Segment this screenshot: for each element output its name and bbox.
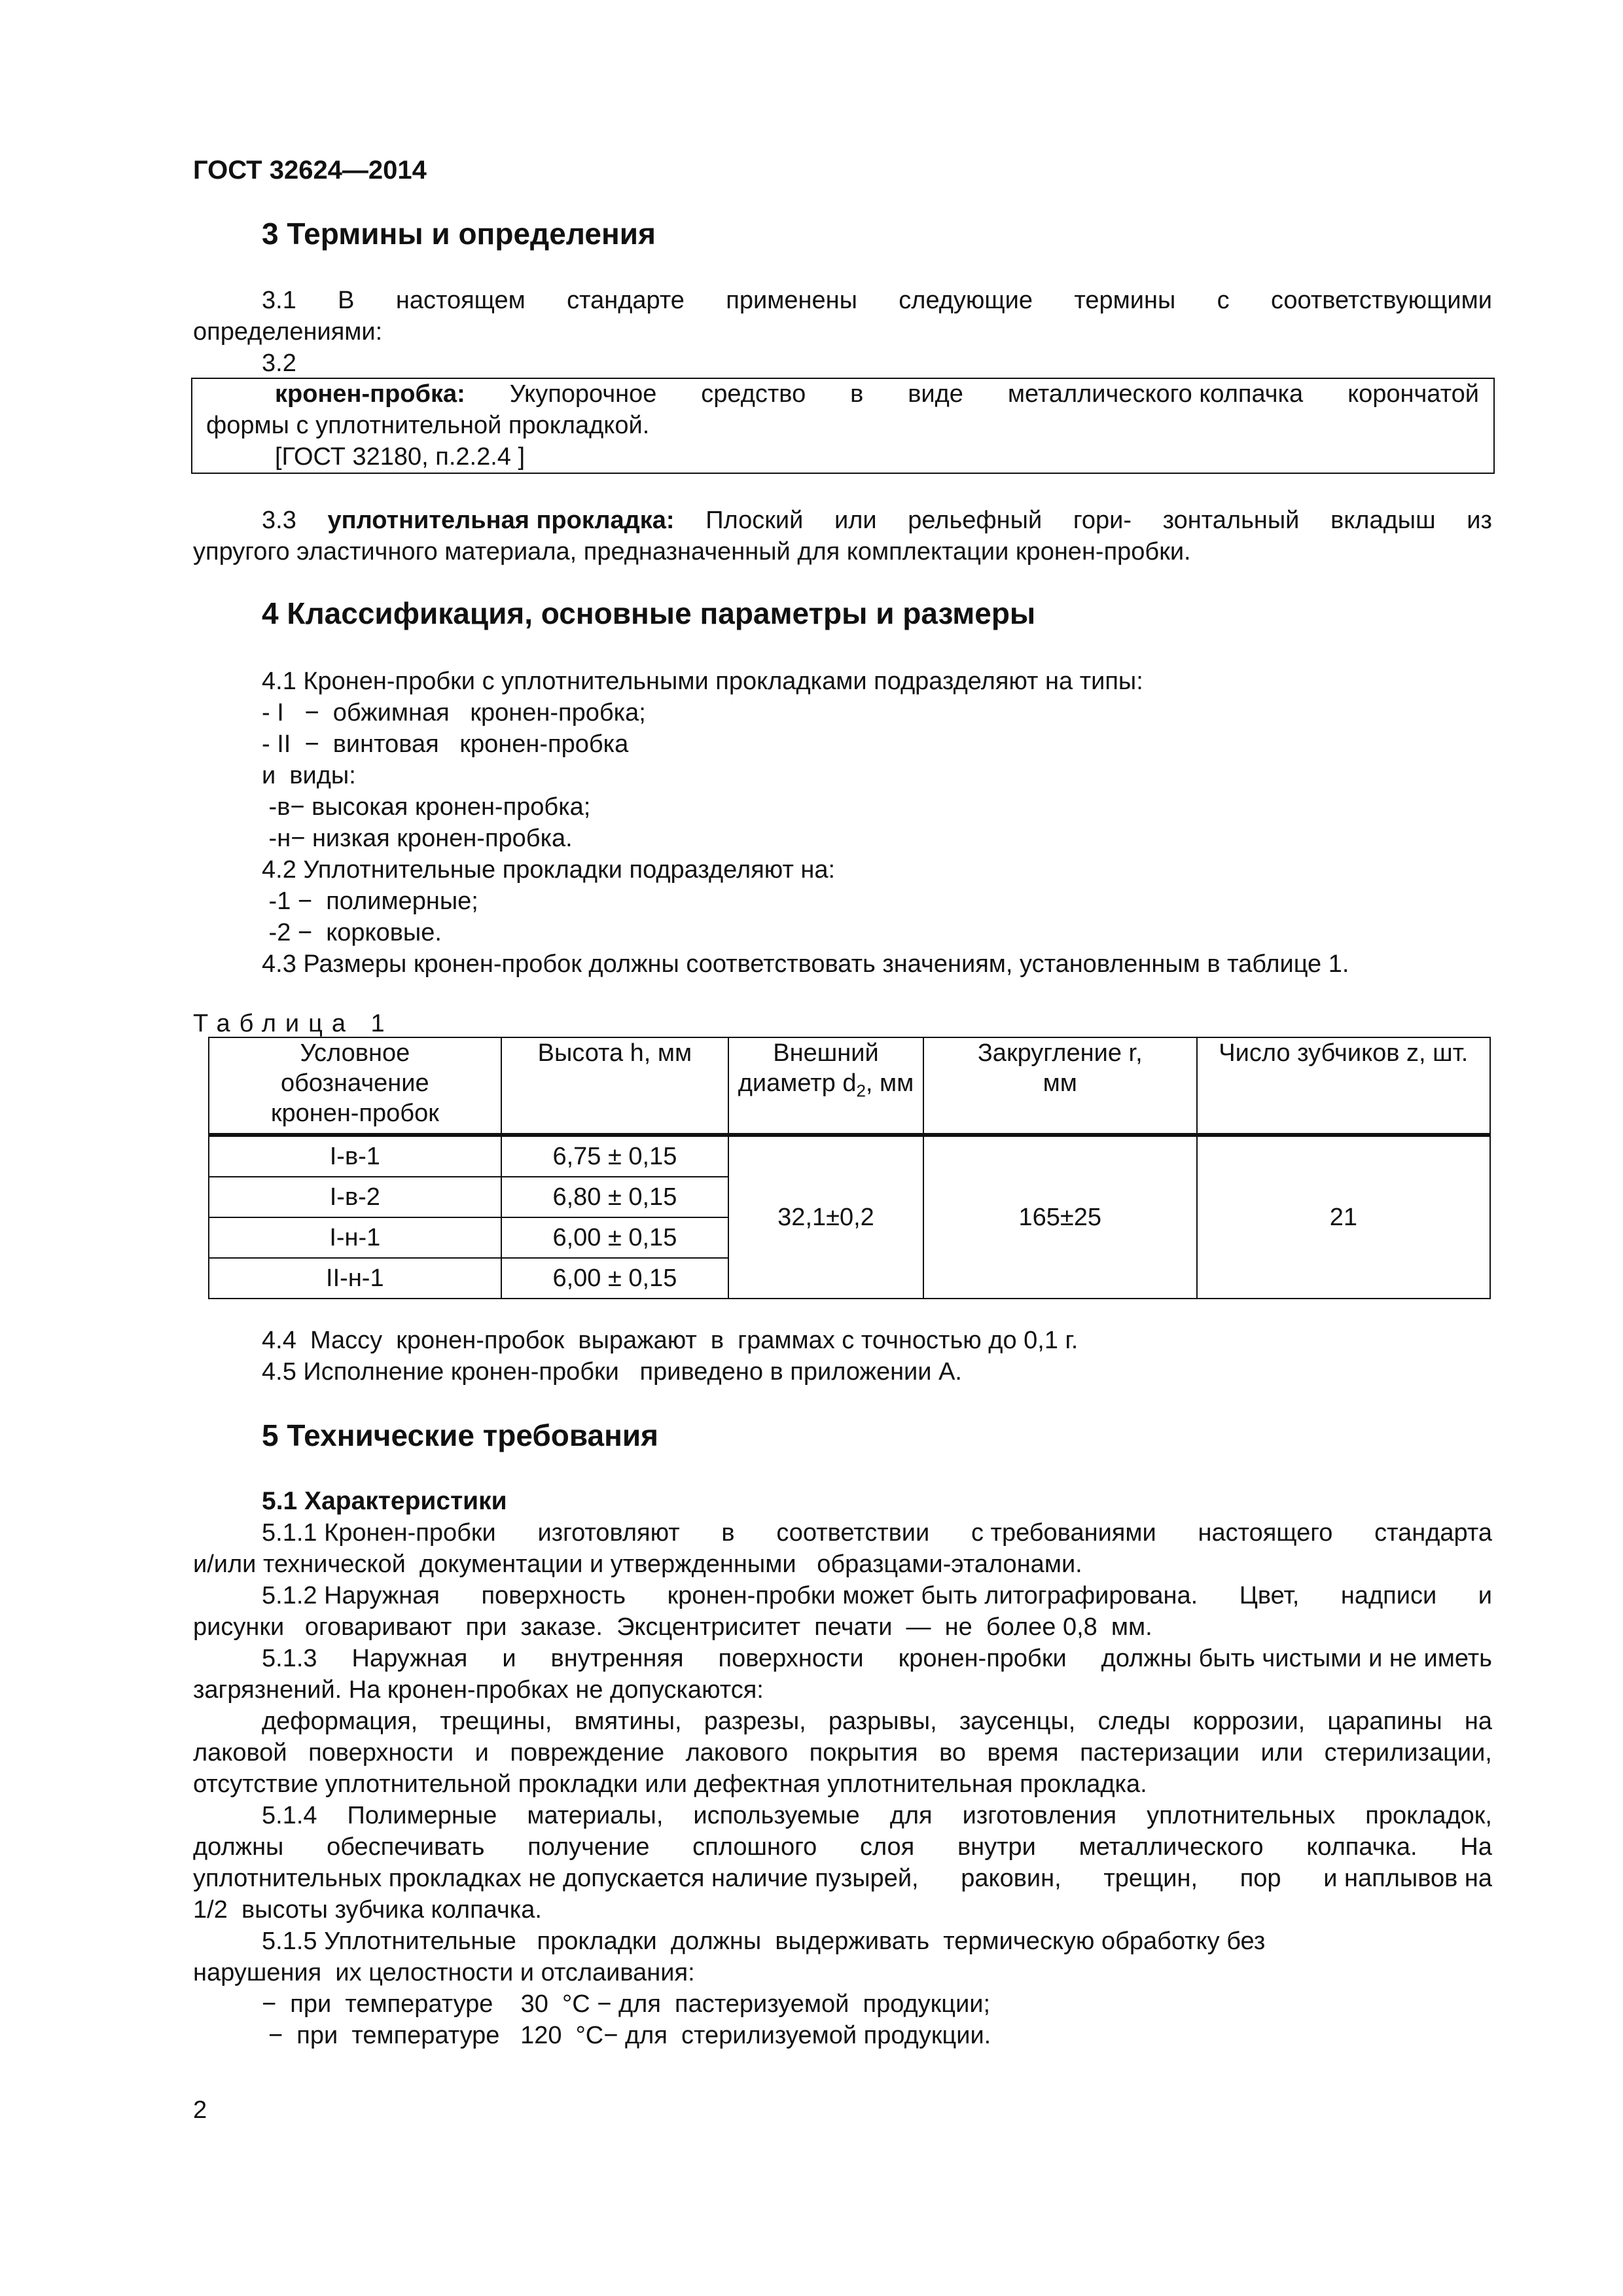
header-teeth: Число зубчиков z, шт. — [1197, 1037, 1490, 1135]
word: внутри — [957, 1833, 1036, 1861]
header-diameter-sub: 2 — [856, 1081, 866, 1101]
word: и наплывов на — [1323, 1865, 1492, 1892]
word: раковин, — [961, 1865, 1061, 1892]
word: надписи — [1340, 1582, 1437, 1609]
s4-after-line: 4.4 Массу кронен-пробок выражают в граммах с точностью до 0,1 г. — [262, 1327, 1079, 1354]
cell-height: 6,00 ± 0,15 — [501, 1217, 729, 1258]
word: вмятины, — [574, 1708, 682, 1735]
p31-line2: определениями: — [193, 318, 383, 346]
p514-line1 — [262, 1800, 1492, 1831]
cell-rounding: 165±25 — [923, 1135, 1197, 1299]
word: должны быть чистыми и не иметь — [1101, 1645, 1492, 1672]
word: коррозии, — [1192, 1708, 1306, 1735]
word: внутренняя — [550, 1645, 684, 1672]
p513-line5: отсутствие уплотнительной прокладки или дефектная уплотнительная прокладка. — [193, 1770, 1147, 1798]
p33-line1 — [262, 505, 1492, 536]
cell-diameter: 32,1±0,2 — [728, 1135, 923, 1299]
word: соответствующими — [1270, 287, 1492, 314]
word: поверхность — [481, 1582, 626, 1609]
word: покрытия — [809, 1739, 918, 1767]
p515-line4: − при температуре 120 °С− для стерилизуемой продукции. — [268, 2022, 991, 2049]
section-5-title: 5 Технические требования — [262, 1418, 658, 1452]
cell-designation: I-в-1 — [209, 1135, 501, 1177]
word: кронен-пробки — [898, 1645, 1067, 1672]
p514-line3 — [193, 1863, 1492, 1894]
s4-line: 4.2 Уплотнительные прокладки подразделяют на: — [262, 856, 836, 884]
word: средство — [701, 380, 806, 408]
word: поверхности — [718, 1645, 864, 1672]
p513-line2: загрязнений. На кронен-пробках не допускаются: — [193, 1676, 764, 1704]
table-caption: Таблица 1 — [193, 1010, 394, 1037]
header-diameter-unit: , мм — [865, 1069, 914, 1097]
word: должны — [193, 1833, 284, 1861]
table-row — [209, 1135, 1490, 1177]
word: и — [474, 1739, 489, 1767]
p511-line1 — [262, 1517, 1492, 1549]
word: металлического колпачка — [1007, 380, 1304, 408]
p512-line1 — [262, 1580, 1492, 1611]
word: сплошного — [692, 1833, 817, 1861]
definition-reference: [ГОСТ 32180, п.2.2.4 ] — [275, 443, 526, 471]
word: термины — [1074, 287, 1176, 314]
p513-line1 — [262, 1643, 1492, 1674]
word: трещин, — [1103, 1865, 1198, 1892]
word: гори- — [1073, 507, 1132, 534]
word: В — [338, 287, 355, 314]
s4-line: и виды: — [262, 762, 356, 789]
word: изготовляют — [537, 1519, 680, 1547]
word: 3.1 — [262, 287, 296, 314]
s4-line: -н− низкая кронен-пробка. — [262, 825, 573, 852]
word: из — [1467, 507, 1492, 534]
word: стандарта — [1374, 1519, 1492, 1547]
word: поверхности — [308, 1739, 454, 1767]
p512-line2: рисунки оговаривают при заказе. Эксцентриситет печати — не более 0,8 мм. — [193, 1613, 1152, 1641]
word: в — [721, 1519, 735, 1547]
word: следующие — [899, 287, 1033, 314]
p33-number: 3.3 — [262, 507, 296, 534]
word: время — [987, 1739, 1059, 1767]
word: используемые — [693, 1802, 860, 1829]
section-4-title: 4 Классификация, основные параметры и размеры — [262, 596, 1036, 630]
table-header-row — [209, 1037, 1490, 1135]
p31-line1 — [262, 285, 1492, 316]
table-1 — [208, 1037, 1491, 1299]
header-designation: Условное обозначение кронен-пробок — [209, 1037, 501, 1135]
word: стандарте — [567, 287, 685, 314]
word: соответствии — [776, 1519, 930, 1547]
word: колпачка. — [1306, 1833, 1418, 1861]
p514-line4: 1/2 высоты зубчика колпачка. — [193, 1896, 542, 1924]
cell-designation: I-в-2 — [209, 1177, 501, 1217]
section-3-title: 3 Термины и определения — [262, 217, 656, 251]
subsection-5-1-title: 5.1 Характеристики — [262, 1487, 507, 1515]
definition-term: кронен-пробка: — [275, 380, 465, 408]
word: в — [850, 380, 864, 408]
p33-term: уплотнительная прокладка: — [327, 507, 675, 534]
word: 5.1.2 Наружная — [262, 1582, 440, 1609]
word: На — [1460, 1833, 1492, 1861]
cell-designation: I-н-1 — [209, 1217, 501, 1258]
cell-height: 6,00 ± 0,15 — [501, 1258, 729, 1299]
word: прокладок, — [1365, 1802, 1492, 1829]
word: изготовления — [962, 1802, 1117, 1829]
word: получение — [527, 1833, 650, 1861]
word: стерилизации, — [1324, 1739, 1492, 1767]
document-id: ГОСТ 32624—2014 — [193, 156, 427, 185]
p33-line2: упругого эластичного материала, предназначенный для комплектации кронен-пробки. — [193, 538, 1191, 565]
s4-line: - II − винтовая кронен-пробка — [262, 730, 629, 758]
word: уплотнительных прокладках не допускается наличие пузырей, — [193, 1865, 919, 1892]
s4-line: 4.3 Размеры кронен-пробок должны соответствовать значениям, установленным в таблице 1. — [262, 950, 1349, 978]
word: 5.1.3 — [262, 1645, 317, 1672]
p514-line2 — [193, 1831, 1492, 1863]
word: настоящем — [395, 287, 526, 314]
word: слоя — [859, 1833, 915, 1861]
p515-line2: нарушения их целостности и отслаивания: — [193, 1959, 695, 1986]
cell-height: 6,80 ± 0,15 — [501, 1177, 729, 1217]
p513-line3 — [262, 1706, 1492, 1737]
p515-line3: − при температуре 30 °С − для пастеризуемой продукции; — [262, 1990, 991, 2018]
word: трещины, — [440, 1708, 552, 1735]
word: пор — [1240, 1865, 1281, 1892]
word: на — [1464, 1708, 1492, 1735]
word: с — [1217, 287, 1230, 314]
header-height: Высота h, мм — [501, 1037, 729, 1135]
cell-designation: II-н-1 — [209, 1258, 501, 1299]
word: уплотнительных — [1147, 1802, 1336, 1829]
word: Плоский — [705, 507, 804, 534]
cell-height: 6,75 ± 0,15 — [501, 1135, 729, 1177]
word: Полимерные — [347, 1802, 497, 1829]
cell-teeth: 21 — [1197, 1135, 1490, 1299]
page-number: 2 — [193, 2096, 207, 2124]
p515-line1: 5.1.5 Уплотнительные прокладки должны выдерживать термическую обработку без — [262, 1928, 1266, 1955]
word: и — [502, 1645, 516, 1672]
word: для — [889, 1802, 933, 1829]
s4-line: -2 − корковые. — [262, 919, 442, 946]
word: применены — [726, 287, 857, 314]
word: пастеризации — [1080, 1739, 1240, 1767]
word: деформация, — [262, 1708, 418, 1735]
word: царапины — [1327, 1708, 1442, 1735]
word: материалы, — [527, 1802, 664, 1829]
word: вкладыш — [1330, 507, 1436, 534]
word: кронен-пробки может быть литографирована. — [667, 1582, 1198, 1609]
header-rounding: Закругление r, мм — [923, 1037, 1197, 1135]
word: лакового — [685, 1739, 789, 1767]
p511-line2: и/или технической документации и утвержденными образцами-эталонами. — [193, 1551, 1082, 1578]
word: во — [939, 1739, 966, 1767]
word: Укупорочное — [509, 380, 657, 408]
word: рельефный — [908, 507, 1043, 534]
word: настоящего — [1198, 1519, 1333, 1547]
word: металлического — [1079, 1833, 1264, 1861]
word: повреждение — [510, 1739, 665, 1767]
header-diameter — [728, 1037, 923, 1135]
word: заусенцы, — [959, 1708, 1076, 1735]
word: или — [834, 507, 877, 534]
word: разрывы, — [828, 1708, 937, 1735]
word: или — [1260, 1739, 1304, 1767]
header-diameter-text: Внешний диаметр d — [738, 1039, 879, 1097]
word: разрезы, — [704, 1708, 806, 1735]
word: с требованиями — [971, 1519, 1156, 1547]
s4-after-line: 4.5 Исполнение кронен-пробки приведено в приложении А. — [262, 1358, 962, 1386]
word: Цвет, — [1239, 1582, 1300, 1609]
word: корончатой — [1347, 380, 1479, 408]
word: Наружная — [351, 1645, 468, 1672]
word: виде — [908, 380, 963, 408]
p32-number: 3.2 — [262, 350, 296, 377]
definition-line2: формы с уплотнительной прокладкой. — [206, 412, 650, 439]
s4-line: -в− высокая кронен-пробка; — [262, 793, 591, 821]
p513-line4 — [193, 1737, 1492, 1768]
s4-line: 4.1 Кронен-пробки с уплотнительными прокладками подразделяют на типы: — [262, 668, 1143, 695]
word: обеспечивать — [327, 1833, 485, 1861]
s4-line: - I − обжимная кронен-пробка; — [262, 699, 646, 726]
word: 5.1.1 Кронен-пробки — [262, 1519, 496, 1547]
word: и — [1478, 1582, 1492, 1609]
definition-line1 — [275, 378, 1479, 410]
word: зонтальный — [1162, 507, 1300, 534]
word: следы — [1097, 1708, 1171, 1735]
word: лаковой — [193, 1739, 287, 1767]
word: 5.1.4 — [262, 1802, 317, 1829]
s4-line: -1 − полимерные; — [262, 888, 478, 915]
